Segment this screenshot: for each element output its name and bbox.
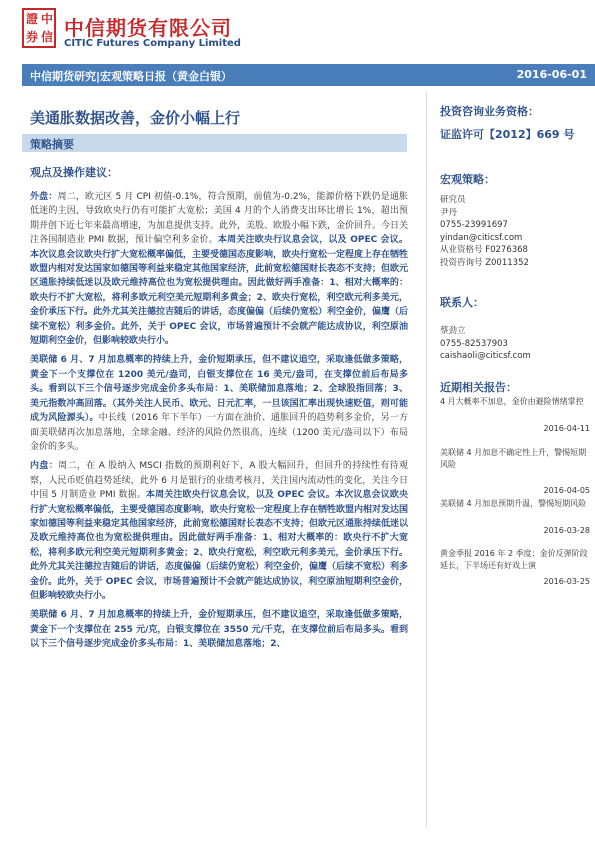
logo-char: 中 — [41, 12, 54, 26]
page-title: 美通胀数据改善，金价小幅上行 — [30, 109, 241, 127]
company-name-en: CITIC Futures Company Limited — [64, 38, 241, 49]
analyst-email-link[interactable]: yindan@citicsf.com — [440, 232, 523, 243]
report-item-title: 4 月大概率不加息，金价由避险情绪掌控 — [440, 397, 584, 406]
main-content — [30, 190, 408, 657]
summary-bar — [22, 134, 407, 152]
paragraph-bold: 美联储 6 月、7 月加息概率的持续上升，金价短期承压，但不建议追空，采取逢低做多策略，黄金下一个支撑位在 1200 美元/盎司，白银支撑位在 16 美元/盎司，在支撑位前后布局多头。看到以下三个信号逐步完成金价多头布局：1、美联储加息落地；2、全球股指回落；3、美元指数冲高回落。（其外关注人民币、欧元、日元汇率，一旦该国汇率出现快速贬值，则可能成为风险源头）。 — [30, 355, 408, 424]
analyst-line: 尹丹 — [440, 207, 458, 218]
paragraph-text: 周二，在 A 股纳入 MSCI 指数的预期利好下，A 股大幅回升，但回升的持续性有待观察，人民币贬值趋势延续，此外 6 月是银行的业绩考核月，关注国内流动性的变化，关注今日中国 5 月制造业 PMI 数据。 — [30, 461, 408, 501]
paragraph-text: 周二，欧元区 5 月 CPI 初值-0.1%，符合预期，前值为-0.2%，能源价格下跌仍是通胀低迷的主因，导致欧央行仍有可能扩大宽松；美国 4 月的个人消费支出环比增长 1%，超出预期并创下近七年来最高增速，为加息提供支持。此外，美股、欧股小幅下跌，金价回升。今日关注各国制造业 PMI 数据，预计偏空利多金价。 — [30, 192, 409, 246]
related-reports — [440, 379, 590, 395]
paragraph-fed — [30, 353, 408, 454]
reports-heading: 近期相关报告： — [440, 381, 517, 394]
report-banner — [22, 64, 595, 86]
analyst-line: 从业资格号 F0276368 — [440, 245, 528, 256]
macro-heading: 宏观策略： — [440, 173, 495, 186]
paragraph-fed-domestic — [30, 608, 408, 651]
paragraph-lead: 外盘： — [30, 192, 58, 202]
paragraph-overseas — [30, 190, 408, 348]
report-item-date: 2016-03-25 — [543, 577, 590, 586]
contact-block — [440, 294, 590, 363]
logo-char: 證 — [26, 12, 39, 26]
paragraph-bold: 本周关注欧央行议息会议，以及 OPEC 会议。本次议息会议欧央行扩大宽松概率偏低，主要受德国态度影响，欧央行宽松一定程度上存在牺牲欧盟内相对发达国家如德国等利益来稳定其他国家经济，此前宽松德国财长表态不支持；但欧元区通胀持续低迷以及欧元维持高位也为宽松提供理由。因此做好两手准备：1、相对大概率的：欧央行不扩大宽松，将利多欧元利空美元短期利多黄金；2、欧央行宽松，利空欧元利多美元，金价承压下行。此外尤其关注德拉吉随后的讲话，态度偏偏（后续仍宽松）利空金价，偏鹰（后续不宽松）利多金价。此外，关于 OPEC 会议，市场普遍预计不会就产能达成协议，利空原油短期利空金价，但影响较欧央行小。 — [30, 490, 409, 601]
cert-block — [440, 103, 590, 142]
report-item-date: 2016-04-05 — [543, 486, 590, 495]
report-item[interactable] — [440, 498, 590, 535]
contact-line: 0755-82537903 — [440, 338, 508, 349]
logo-char: 券 — [26, 30, 39, 44]
report-item[interactable] — [440, 396, 590, 433]
report-series-title: 中信期货研究|宏观策略日报（黄金白银） — [30, 70, 233, 83]
report-item-title: 美联储 4 月加息不确定性上升，警惕短期风险 — [440, 448, 587, 469]
contact-heading: 联系人： — [440, 296, 484, 309]
cert-number: 证监许可【2012】669 号 — [440, 128, 575, 141]
company-logo — [22, 8, 56, 48]
cert-heading: 投资咨询业务资格： — [440, 105, 539, 118]
paragraph-bold: 美联储 6 月、7 月加息概率的持续上升，金价短期承压，但不建议追空，采取逢低做多策略，黄金下一个支撑位在 255 元/克，白银支撑位在 3550 元/千克，在支撑位前后布局多头。看到以下三个信号逐步完成金价多头布局：1、美联储加息落地；2、 — [30, 610, 408, 650]
paragraph-bold: 本周关注欧央行议息会议，以及 OPEC 会议。本次议息会议欧央行扩大宽松概率偏低，主要受德国态度影响，欧央行宽松一定程度上存在牺牲欧盟内相对发达国家如德国等利益来稳定其他国家经济，此前宽松德国财长表态不支持；但欧元区通胀持续低迷以及欧元维持高位也为宽松提供理由。因此做好两手准备：1、相对大概率的：欧央行不扩大宽松，将利多欧元利空美元短期利多黄金；2、欧央行宽松，利空欧元利多美元，金价承压下行。此外尤其关注德拉吉随后的讲话，态度偏偏（后续仍宽松）利空金价，偏鹰（后续不宽松）利多金价。此外，关于 OPEC 会议，市场普遍预计不会就产能达成协议，利空原油短期利空金价，但影响较欧央行小。 — [30, 235, 409, 347]
contact-email-link[interactable]: caishaoli@citicsf.com — [440, 351, 531, 362]
analyst-line: 投资咨询号 Z0011352 — [440, 257, 529, 268]
analyst-line: 0755-23991697 — [440, 220, 508, 231]
report-item-date: 2016-04-11 — [543, 423, 590, 433]
paragraph-domestic — [30, 459, 408, 603]
analyst-block — [440, 171, 590, 270]
views-heading: 观点及操作建议： — [30, 166, 118, 179]
report-date: 2016-06-01 — [516, 68, 587, 81]
report-item-date: 2016-03-28 — [543, 525, 590, 535]
report-item[interactable] — [440, 447, 590, 495]
analyst-line: 研究员 — [440, 195, 466, 205]
paragraph-text: 中长线（2016 年下半年）一方面在油价、通胀回升的趋势利多金价，另一方面美联储再次加息落地，全球金融、经济的风险仍然很高，连续（1200 美元/盎司以下）布局金价的多头。 — [30, 413, 408, 452]
company-name-cn: 中信期货有限公司 — [64, 16, 232, 40]
summary-label: 策略摘要 — [30, 138, 74, 151]
report-item-title: 黄金季报 2016 年 2 季度：金价反弹阶段延长，下半场还有好戏上演 — [440, 549, 588, 570]
paragraph-lead: 内盘： — [30, 461, 59, 472]
contact-line: 蔡劲立 — [440, 326, 466, 336]
report-item[interactable] — [440, 548, 590, 586]
report-item-title: 美联储 4 月加息预期升温，警惕短期风险 — [440, 499, 587, 508]
sidebar-divider — [426, 92, 427, 827]
logo-char: 信 — [41, 30, 54, 44]
